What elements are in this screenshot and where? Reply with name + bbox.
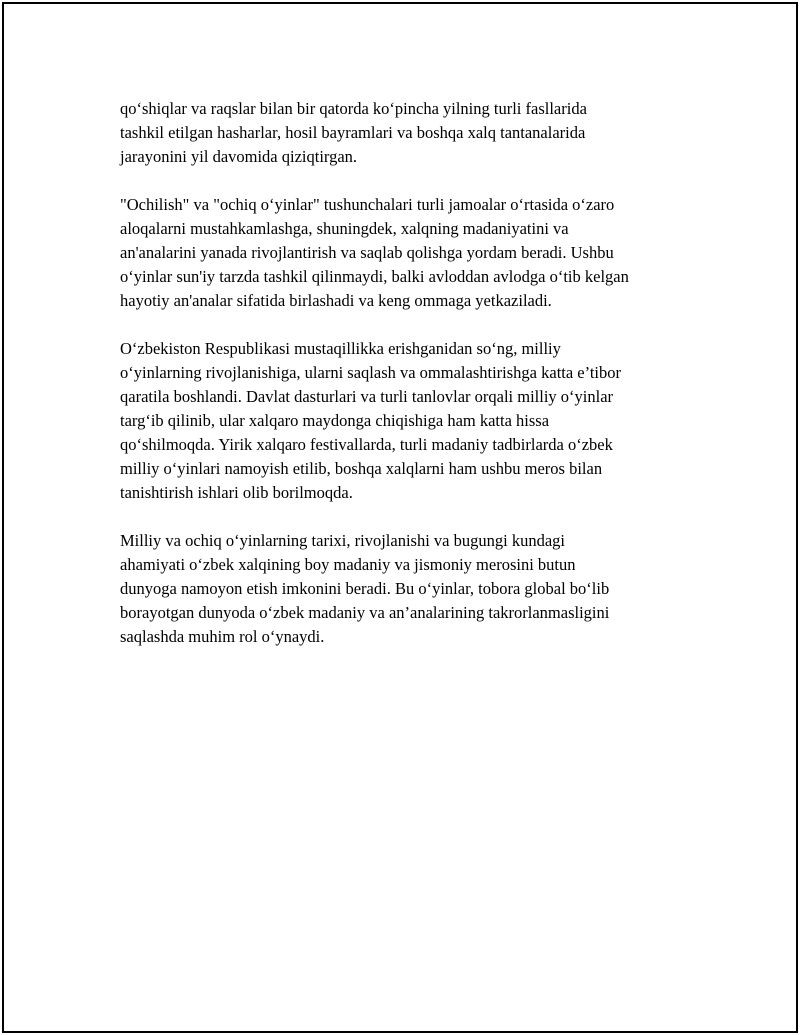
paragraph-line: qo‘shilmoqda. Yirik xalqaro festivallarda, turli madaniy tadbirlarda o‘zbek (120, 435, 613, 454)
paragraph-line: O‘zbekiston Respublikasi mustaqillikka erishganidan so‘ng, milliy (120, 339, 561, 358)
paragraph-line: hayotiy an'analar sifatida birlashadi va keng ommaga yetkaziladi. (120, 291, 552, 310)
paragraph-3 (120, 337, 700, 505)
paragraph-line: aloqalarni mustahkamlashga, shuningdek, xalqning madaniyatini va (120, 219, 569, 238)
paragraph-4 (120, 529, 700, 649)
paragraph-line: ahamiyati o‘zbek xalqining boy madaniy va jismoniy merosini butun (120, 555, 576, 574)
paragraph-line: tashkil etilgan hasharlar, hosil bayramlari va boshqa xalq tantanalarida (120, 123, 586, 142)
paragraph-2 (120, 193, 700, 313)
page-frame (2, 2, 798, 1033)
paragraph-line: borayotgan dunyoda o‘zbek madaniy va an’analarining takrorlanmasligini (120, 603, 610, 622)
paragraph-line: tanishtirish ishlari olib borilmoqda. (120, 483, 353, 502)
paragraph-1 (120, 97, 700, 169)
paragraph-line: o‘yinlar sun'iy tarzda tashkil qilinmaydi, balki avloddan avlodga o‘tib kelgan (120, 267, 629, 286)
paragraph-line: qaratila boshlandi. Davlat dasturlari va turli tanlovlar orqali milliy o‘yinlar (120, 387, 614, 406)
paragraph-line: targ‘ib qilinib, ular xalqaro maydonga chiqishiga ham katta hissa (120, 411, 550, 430)
paragraph-line: o‘yinlarning rivojlanishiga, ularni saqlash va ommalashtirishga katta e’tibor (120, 363, 621, 382)
paragraph-line: qo‘shiqlar va raqslar bilan bir qatorda ko‘pincha yilning turli fasllarida (120, 99, 587, 118)
paragraph-line: jarayonini yil davomida qiziqtirgan. (120, 147, 358, 166)
paragraph-line: Milliy va ochiq o‘yinlarning tarixi, rivojlanishi va bugungi kundagi (120, 531, 565, 550)
paragraph-line: milliy o‘yinlari namoyish etilib, boshqa xalqlarni ham ushbu meros bilan (120, 459, 603, 478)
document-body (120, 97, 700, 673)
paragraph-line: an'analarini yanada rivojlantirish va saqlab qolishga yordam beradi. Ushbu (120, 243, 614, 262)
paragraph-line: "Ochilish" va "ochiq o‘yinlar" tushunchalari turli jamoalar o‘rtasida o‘zaro (120, 195, 615, 214)
paragraph-line: saqlashda muhim rol o‘ynaydi. (120, 627, 325, 646)
paragraph-line: dunyoga namoyon etish imkonini beradi. Bu o‘yinlar, tobora global bo‘lib (120, 579, 610, 598)
